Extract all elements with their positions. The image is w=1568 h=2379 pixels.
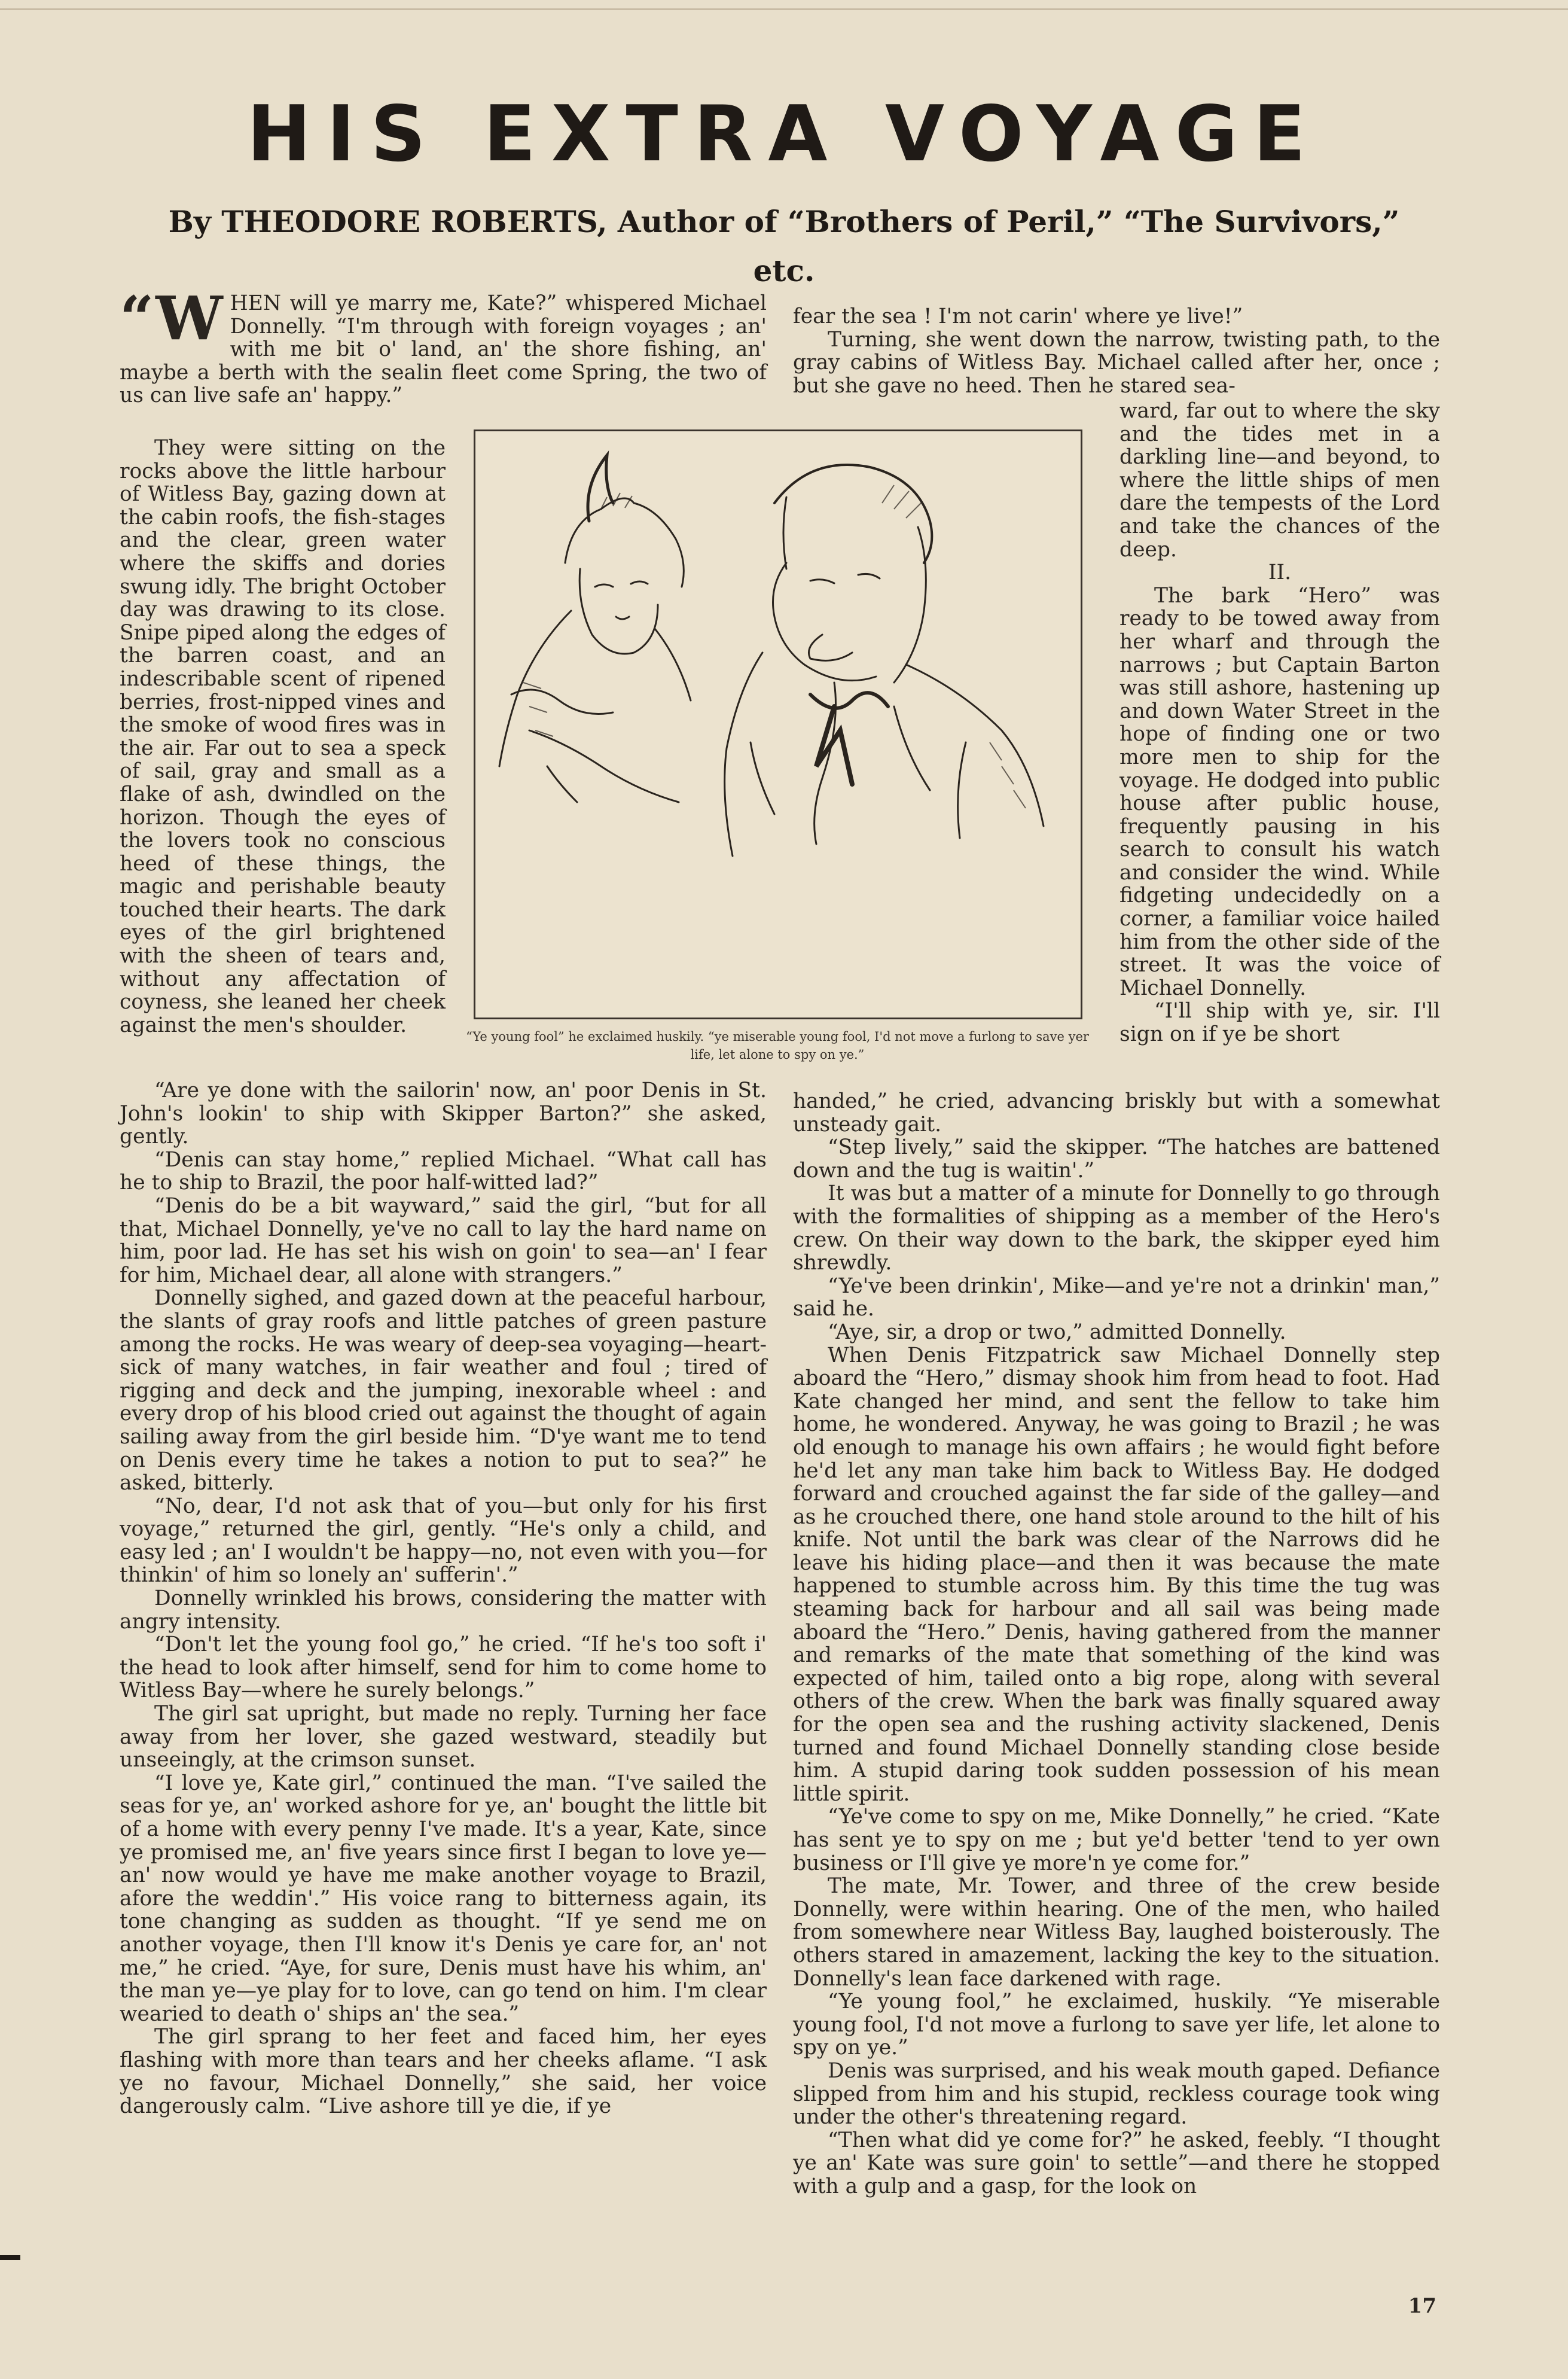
left-column-top	[120, 283, 767, 408]
paragraph: ward, far out to where the sky and the tides met in a darkling line—and beyond, to where the little ships of men dare the tempests of the Lord and take the chances of the deep.	[1119, 399, 1440, 562]
page-number: 17	[1408, 2294, 1436, 2318]
story-title: HIS EXTRA VOYAGE	[246, 90, 1322, 179]
paragraph: handed,” he cried, advancing briskly but with a somewhat unsteady gait.	[793, 1089, 1440, 1137]
paragraph: “Don't let the young fool go,” he cried. “If he's too soft i' the head to look after himself, send for him to come home to Witless Bay—where he surely belongs.”	[120, 1632, 767, 1703]
paragraph: “Ye young fool,” he exclaimed, huskily. “Ye miserable young fool, I'd not move a furlong to save yer life, let alone to spy on ye.”	[793, 1990, 1440, 2060]
top-rule	[0, 8, 1568, 10]
paragraph: They were sitting on the rocks above the little harbour of Witless Bay, gazing down at the cabin roofs, the fish-stages and the clear, green water where the skiffs and dories swung idly. The bright October day was drawing to its close. Snipe piped along the edges of the barren coast, and an indescribable scent of ripened berries, frost-nipped vines and the smoke of wood fires was in the air. Far out to sea a speck of sail, gray and small as a flake of ash, dwindled on the horizon. Though the eyes of the lovers took no conscious heed of these things, the magic and perishable beauty touched their hearts. The dark eyes of the girl brightened with the sheen of tears and, without any affectation of coyness, she leaned her cheek against the men's shoulder.	[120, 436, 446, 1037]
paragraph: “Aye, sir, a drop or two,” admitted Donnelly.	[828, 1320, 1286, 1344]
byline: By THEODORE ROBERTS, Author of “Brothers of Peril,” “The Survivors,” etc.	[168, 204, 1400, 288]
paragraph: “Are ye done with the sailorin' now, an' poor Denis in St. John's lookin' to ship with Skipper Barton?” she asked, gently.	[120, 1079, 767, 1149]
section-number: II.	[1268, 561, 1292, 585]
paragraph: Donnelly wrinkled his brows, considering the matter with angry intensity.	[120, 1586, 767, 1634]
paragraph: “Then what did ye come for?” he asked, feebly. “I thought ye an' Kate was sure goin' to settle”—and there he stopped with a gulp and a gasp, for the look on	[793, 2128, 1440, 2198]
paragraph: It was but a matter of a minute for Donnelly to go through with the formalities of shipping as a member of the Hero's crew. On their way down to the bark, the skipper eyed him shrewdly.	[793, 1181, 1440, 1275]
right-column-narrow	[1119, 400, 1440, 1046]
paragraph: fear the sea ! I'm not carin' where ye live!”	[793, 304, 1243, 328]
sketch-two-figures	[475, 431, 1081, 1018]
right-column-bottom	[793, 1090, 1440, 2198]
left-column-bottom	[120, 1079, 767, 2118]
paragraph: When Denis Fitzpatrick saw Michael Donnelly step aboard the “Hero,” dismay shook him from head to foot. Had Kate changed her mind, and sent the fellow to take him home, he wondered. Anyway, he was going to Brazil ; he was old enough to manage his own affairs ; he would fight before he'd let any man take him back to Witless Bay. He dodged forward and crouched against the far side of the galley—and as he crouched there, one hand stole around to the hilt of his knife. Not until the bark was clear of the Narrows did he leave his hiding place—and then it was because the mate happened to stumble across him. By this time the tug was steaming back for harbour and all sail was being made aboard the “Hero.” Denis, having gathered from the manner and remarks of the mate that something of the kind was expected of him, tailed onto a big rope, along with several others of the crew. When the bark was finally squared away for the open sea and the rushing activity slackened, Denis turned and found Michael Donnelly standing close beside him. A stupid daring took sudden possession of his mean little spirit.	[793, 1343, 1440, 1806]
paragraph: “Denis do be a bit wayward,” said the girl, “but for all that, Michael Donnelly, ye've no call to lay the hard name on him, poor lad. He has set his wish on goin' to sea—an' I fear for him, Michael dear, all alone with strangers.”	[120, 1193, 767, 1287]
opening-paragraph: “WHEN will ye marry me, Kate?” whispered Michael Donnelly. “I'm through with foreign voyages ; an' with me bit o' land, an' the shore fishing, an' maybe a berth with the sealin fleet come Spring, the two of us can live safe an' happy.”	[120, 283, 767, 408]
drop-cap: “W	[120, 283, 223, 354]
paragraph: The mate, Mr. Tower, and three of the crew beside Donnelly, were within hearing. One of the men, who hailed from somewhere near Witless Bay, laughed boisterously. The others stared in amazement, lacking the key to the situation. Donnelly's lean face darkened with rage.	[793, 1874, 1440, 1991]
right-column-top	[793, 305, 1440, 397]
paragraph: Donnelly sighed, and gazed down at the peaceful harbour, the slants of gray roofs and little patches of green pasture among the rocks. He was weary of deep-sea voyaging—heart-sick of many watches, in fair weather and foul ; tired of rigging and deck and the jumping, inexorable wheel : and every drop of his blood cried out against the thought of again sailing away from the girl beside him. “D'ye want me to tend on Denis every time he takes a notion to put to sea?” he asked, bitterly.	[120, 1286, 767, 1495]
paragraph: “Step lively,” said the skipper. “The hatches are battened down and the tug is waitin'.”	[793, 1135, 1440, 1183]
paragraph: The bark “Hero” was ready to be towed away from her wharf and through the narrows ; but Captain Barton was still ashore, hastening up and down Water Street in the hope of finding one or two more men to ship for the voyage. He dodged into public house after public house, frequently pausing in his search to consult his watch and consider the wind. While fidgeting undecidedly on a corner, a familiar voice hailed him from the other side of the street. It was the voice of Michael Donnelly.	[1119, 583, 1440, 1000]
illustration-caption: “Ye young fool” he exclaimed huskily. “ye miserable young fool, I'd not move a furlong to save yer life, let alone to spy on ye.”	[466, 1029, 1089, 1062]
paragraph: Denis was surprised, and his weak mouth gaped. Defiance slipped from him and his stupid, reckless courage took wing under the other's threatening regard.	[793, 2058, 1440, 2130]
paragraph: “Ye've come to spy on me, Mike Donnelly,” he cried. “Kate has sent ye to spy on me ; but ye'd better 'tend to yer own business or I'll give ye more'n ye come for.”	[793, 1805, 1440, 1875]
left-column-narrow	[120, 437, 446, 1037]
margin-mark	[0, 2255, 20, 2260]
paragraph: The girl sprang to her feet and faced him, her eyes flashing with more than tears and her cheeks aflame. “I ask ye no favour, Michael Donnelly,” she said, her voice dangerously calm. “Live ashore till ye die, if ye	[120, 2025, 767, 2119]
paragraph: “I love ye, Kate girl,” continued the man. “I've sailed the seas for ye, an' worked ashore for ye, an' bought the little bit of a home with every penny I've made. It's a year, Kate, since ye promised me, an' five years since first I began to love ye—an' now would ye have me make another voyage to Brazil, afore the weddin'.” His voice rang to bitterness again, its tone changing as sudden as thought. “If ye send me on another voyage, then I'll know it's Denis ye care for, an' not me,” he cried. “Aye, for sure, Denis must have his whim, an' the man ye—ye play for to love, can go tend on him. I'm clear wearied to death o' ships an' the sea.”	[120, 1771, 767, 2026]
paragraph: “I'll ship with ye, sir. I'll sign on if ye be short	[1119, 999, 1440, 1047]
illustration	[474, 430, 1082, 1019]
paragraph: “Ye've been drinkin', Mike—and ye're not a drinkin' man,” said he.	[793, 1274, 1440, 1321]
paragraph: “Denis can stay home,” replied Michael. “What call has he to ship to Brazil, the poor half-witted lad?”	[120, 1147, 767, 1195]
paragraph: “No, dear, I'd not ask that of you—but only for his first voyage,” returned the girl, gently. “He's only a child, and easy led ; an' I wouldn't be happy—no, not even with you—for thinkin' of him so lonely an' sufferin'.”	[120, 1494, 767, 1588]
paragraph: The girl sat upright, but made no reply. Turning her face away from her lover, she gazed westward, steadily but unseeingly, at the crimson sunset.	[120, 1702, 767, 1772]
paragraph: Turning, she went down the narrow, twisting path, to the gray cabins of Witless Bay. Michael called after her, once ; but she gave no heed. Then he stared sea-	[793, 327, 1440, 398]
